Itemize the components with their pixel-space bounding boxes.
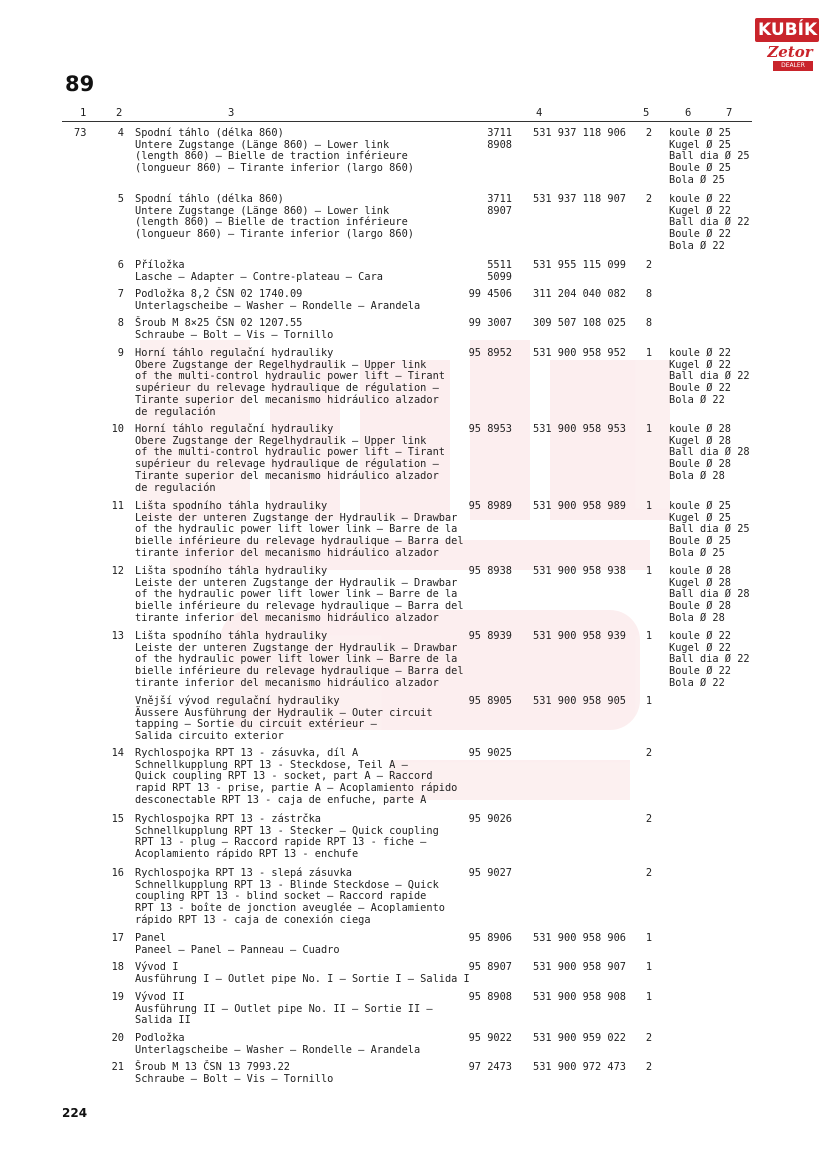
- part-description: [135, 961, 470, 985]
- quantity: 1: [645, 932, 653, 944]
- part-description: [135, 348, 455, 418]
- description-line: Untere Zugstange (Länge 860) — Lower link: [135, 138, 390, 151]
- catalog-number: 5511 5099: [487, 259, 512, 283]
- position-number: 16: [111, 867, 124, 879]
- description-line: RPT 13 - boîte de jonction aveuglée — Acoplamiento: [135, 902, 445, 915]
- quantity: 2: [645, 127, 653, 139]
- remark-line: koule Ø 22: [669, 193, 731, 205]
- catalog-number: 95 9026: [468, 813, 512, 825]
- description-line: Lišta spodního táhla hydrauliky: [135, 630, 328, 642]
- description-line: Horní táhlo regulační hydrauliky: [135, 347, 334, 359]
- logo-brand-text: KUBÍK: [758, 20, 818, 40]
- part-number: 531 937 118 907: [533, 193, 626, 205]
- catalog-number: 95 8952: [468, 347, 512, 359]
- position-number: 5: [117, 193, 124, 205]
- description-line: bielle inférieure du relevage hydraulique — Barra del: [135, 600, 464, 613]
- description-line: Vývod II: [135, 991, 185, 1003]
- remark-line: Bola Ø 25: [669, 546, 725, 559]
- description-line: Šroub M 13 ČSN 13 7993.22: [135, 1061, 290, 1073]
- description-line: Rychlospojka RPT 13 - slepá zásuvka: [135, 867, 352, 879]
- description-line: Lasche — Adapter — Contre-plateau — Cara: [135, 270, 383, 283]
- header-rule: [62, 121, 752, 122]
- position-number: 18: [111, 961, 124, 973]
- quantity: 2: [645, 259, 653, 271]
- remark-line: koule Ø 22: [669, 630, 731, 642]
- part-description: [135, 318, 455, 341]
- catalog-number: 95 9025: [468, 747, 512, 759]
- description-line: Vývod I: [135, 961, 179, 973]
- quantity: 2: [645, 1032, 653, 1044]
- quantity: 1: [645, 695, 653, 707]
- remark-line: koule Ø 28: [669, 565, 731, 577]
- column-header-6: 6: [685, 107, 692, 119]
- column-header-3: 3: [228, 107, 235, 119]
- description-line: (longueur 860) — Tirante inferior (largo 860): [135, 228, 414, 241]
- catalog-number: 95 9027: [468, 867, 512, 879]
- remarks: [669, 631, 750, 690]
- logo-sub-text: Zetor: [767, 43, 813, 61]
- position-number: 8: [117, 317, 124, 329]
- part-description: [135, 1033, 455, 1056]
- remark-line: Boule Ø 22: [669, 228, 731, 241]
- part-number: 531 900 958 907: [533, 961, 626, 973]
- catalog-number: 95 8907: [468, 961, 512, 973]
- part-number: 309 507 108 025: [533, 317, 626, 329]
- part-number: 531 900 958 906: [533, 932, 626, 944]
- position-number: 17: [111, 932, 124, 944]
- column-header-4: 4: [536, 107, 543, 119]
- part-number: 531 900 958 953: [533, 423, 626, 435]
- part-description: [135, 747, 458, 807]
- catalog-number: 3711 8908: [487, 127, 512, 151]
- description-line: Untere Zugstange (Länge 860) — Lower link: [135, 204, 390, 217]
- description-line: de regulación: [135, 481, 216, 494]
- position-number: 21: [111, 1061, 124, 1073]
- description-line: Schnellkupplung RPT 13 - Blinde Steckdose — Quick: [135, 878, 439, 891]
- description-line: (length 860) — Bielle de traction inférieure: [135, 216, 408, 229]
- column-header-2: 2: [116, 107, 123, 119]
- description-line: Spodní táhlo (délka 860): [135, 127, 284, 139]
- description-line: Rychlospojka RPT 13 - zástrčka: [135, 813, 321, 825]
- part-number: 531 900 958 952: [533, 347, 626, 359]
- quantity: 2: [645, 193, 653, 205]
- description-line: (length 860) — Bielle de traction inférieure: [135, 150, 408, 163]
- description-line: Podložka: [135, 1032, 185, 1044]
- remark-line: koule Ø 25: [669, 500, 731, 512]
- section-number: 73: [74, 127, 87, 139]
- description-line: Schraube — Bolt — Vis — Tornillo: [135, 1072, 334, 1085]
- position-number: 12: [111, 565, 124, 577]
- position-number: 15: [111, 813, 124, 825]
- description-line: Unterlagscheibe — Washer — Rondelle — Arandela: [135, 299, 421, 312]
- description-line: Lišta spodního táhla hydrauliky: [135, 500, 328, 512]
- position-number: 13: [111, 630, 124, 642]
- position-number: 4: [117, 127, 124, 139]
- catalog-number: 99 3007: [468, 317, 512, 329]
- kubik-zetor-logo: [755, 14, 819, 76]
- logo-tag-text: DEALER: [773, 61, 813, 71]
- remarks: [669, 348, 750, 407]
- catalog-number: 95 8906: [468, 932, 512, 944]
- catalog-number: 95 9022: [468, 1032, 512, 1044]
- description-line: of the hydraulic power lift lower link — Barre de la: [135, 523, 458, 536]
- remark-line: Ball dia Ø 22: [669, 370, 750, 383]
- remark-line: Ball dia Ø 22: [669, 216, 750, 229]
- description-line: Salida II: [135, 1014, 191, 1027]
- part-number: 531 900 958 989: [533, 500, 626, 512]
- remarks: [669, 501, 750, 560]
- catalog-number: 95 8953: [468, 423, 512, 435]
- description-line: of the multi-control hydraulic power lift — Tirant: [135, 446, 445, 459]
- catalog-number: 97 2473: [468, 1061, 512, 1073]
- remark-line: koule Ø 22: [669, 347, 731, 359]
- description-line: rapid RPT 13 - prise, partie A — Acoplamiento rápido: [135, 782, 458, 795]
- description-line: Ausführung II — Outlet pipe No. II — Sortie II —: [135, 1002, 433, 1015]
- description-line: of the hydraulic power lift lower link — Barre de la: [135, 653, 458, 666]
- quantity: 1: [645, 961, 653, 973]
- description-line: Acoplamiento rápido RPT 13 - enchufe: [135, 848, 359, 861]
- remark-line: koule Ø 25: [669, 127, 731, 139]
- catalog-number: 95 8938: [468, 565, 512, 577]
- part-description: [135, 128, 455, 175]
- description-line: Äussere Ausführung der Hydraulik — Outer circuit: [135, 706, 433, 719]
- part-description: [135, 696, 455, 743]
- description-line: Leiste der unteren Zugstange der Hydraulik — Drawbar: [135, 576, 458, 589]
- description-line: bielle inférieure du relevage hydraulique — Barra del: [135, 665, 464, 678]
- part-number: 311 204 040 082: [533, 288, 626, 300]
- part-number: 531 900 958 938: [533, 565, 626, 577]
- quantity: 1: [645, 423, 653, 435]
- description-line: Obere Zugstange der Regelhydraulik — Upper link: [135, 358, 427, 371]
- description-line: Šroub M 8×25 ČSN 02 1207.55: [135, 317, 303, 329]
- remark-line: Bola Ø 22: [669, 676, 725, 689]
- part-description: [135, 1062, 455, 1085]
- description-line: Schnellkupplung RPT 13 - Steckdose, Teil A —: [135, 758, 408, 771]
- description-line: of the multi-control hydraulic power lift — Tirant: [135, 370, 445, 383]
- catalog-number: 95 8908: [468, 991, 512, 1003]
- description-line: Lišta spodního táhla hydrauliky: [135, 565, 328, 577]
- description-line: Schraube — Bolt — Vis — Tornillo: [135, 328, 334, 341]
- description-line: tapping — Sortie du circuit extérieur —: [135, 718, 377, 731]
- remark-line: Boule Ø 22: [669, 382, 731, 395]
- remark-line: Boule Ø 28: [669, 600, 731, 613]
- description-line: Příložka: [135, 259, 185, 271]
- position-number: 20: [111, 1032, 124, 1044]
- remarks: [669, 566, 750, 625]
- description-line: tirante inferior del mecanismo hidráulico alzador: [135, 676, 439, 689]
- quantity: 1: [645, 347, 653, 359]
- catalog-number: 95 8905: [468, 695, 512, 707]
- description-line: supérieur du relevage hydraulique de régulation —: [135, 382, 439, 395]
- position-number: 7: [117, 288, 124, 300]
- description-line: tirante inferior del mecanismo hidráulico alzador: [135, 611, 439, 624]
- catalog-number: 99 4506: [468, 288, 512, 300]
- catalog-number: 3711 8907: [487, 193, 512, 217]
- part-description: [135, 424, 455, 494]
- part-description: [135, 933, 455, 956]
- remark-line: Ball dia Ø 28: [669, 446, 750, 459]
- quantity: 2: [645, 867, 653, 879]
- description-line: Ausführung I — Outlet pipe No. I — Sortie I — Salida I: [135, 972, 470, 985]
- column-header-1: 1: [80, 107, 87, 119]
- part-description: [135, 289, 455, 312]
- quantity: 1: [645, 991, 653, 1003]
- remark-line: Bola Ø 22: [669, 393, 725, 406]
- description-line: Vnější vývod regulační hydrauliky: [135, 695, 340, 707]
- description-line: Salida circuito exterior: [135, 730, 284, 743]
- description-line: Rychlospojka RPT 13 - zásuvka, díl A: [135, 747, 359, 759]
- part-number: 531 937 118 906: [533, 127, 626, 139]
- description-line: Schnellkupplung RPT 13 - Stecker — Quick coupling: [135, 824, 439, 837]
- part-number: 531 900 972 473: [533, 1061, 626, 1073]
- part-description: [135, 868, 455, 927]
- description-line: desconectable RPT 13 - caja de enfuche, parte A: [135, 793, 427, 806]
- catalog-number: 95 8939: [468, 630, 512, 642]
- position-number: 10: [111, 423, 124, 435]
- quantity: 1: [645, 500, 653, 512]
- position-number: 9: [117, 347, 124, 359]
- description-line: Unterlagscheibe — Washer — Rondelle — Arandela: [135, 1043, 421, 1056]
- description-line: Horní táhlo regulační hydrauliky: [135, 423, 334, 435]
- description-line: rápido RPT 13 - caja de conexión ciega: [135, 913, 371, 926]
- quantity: 2: [645, 813, 653, 825]
- part-number: 531 900 958 939: [533, 630, 626, 642]
- remark-line: Bola Ø 28: [669, 469, 725, 482]
- description-line: Leiste der unteren Zugstange der Hydraulik — Drawbar: [135, 641, 458, 654]
- remark-line: Kugel Ø 28: [669, 576, 731, 589]
- description-line: Obere Zugstange der Regelhydraulik — Upper link: [135, 434, 427, 447]
- remarks: [669, 424, 750, 483]
- column-header-5: 5: [643, 107, 650, 119]
- description-line: Panel: [135, 932, 166, 944]
- part-number: 531 900 959 022: [533, 1032, 626, 1044]
- remarks: [669, 128, 750, 187]
- description-line: Quick coupling RPT 13 - socket, part A — Raccord: [135, 770, 433, 783]
- remark-line: Kugel Ø 28: [669, 434, 731, 447]
- quantity: 8: [645, 288, 653, 300]
- part-description: [135, 500, 464, 560]
- remark-line: Bola Ø 28: [669, 611, 725, 624]
- remarks: [669, 194, 750, 253]
- remark-line: Boule Ø 25: [669, 162, 731, 175]
- part-description: [135, 630, 464, 690]
- description-line: Tirante superior del mecanismo hidráulico alzador: [135, 393, 439, 406]
- part-number: 531 955 115 099: [533, 259, 626, 271]
- description-line: of the hydraulic power lift lower link — Barre de la: [135, 588, 458, 601]
- quantity: 1: [645, 630, 653, 642]
- quantity: 1: [645, 565, 653, 577]
- position-number: 6: [117, 259, 124, 271]
- remark-line: Ball dia Ø 25: [669, 150, 750, 163]
- description-line: supérieur du relevage hydraulique de régulation —: [135, 458, 439, 471]
- part-description: [135, 992, 455, 1027]
- description-line: de regulación: [135, 405, 216, 418]
- remark-line: Bola Ø 25: [669, 173, 725, 186]
- position-number: 11: [111, 500, 124, 512]
- part-description: [135, 565, 464, 625]
- remark-line: Ball dia Ø 25: [669, 523, 750, 536]
- column-header-7: 7: [726, 107, 733, 119]
- part-number: 531 900 958 908: [533, 991, 626, 1003]
- remark-line: Boule Ø 25: [669, 535, 731, 548]
- remark-line: Kugel Ø 22: [669, 358, 731, 371]
- description-line: (longueur 860) — Tirante inferior (largo 860): [135, 162, 414, 175]
- quantity: 8: [645, 317, 653, 329]
- footer-page-number: 224: [62, 1106, 88, 1120]
- description-line: tirante inferior del mecanismo hidráulico alzador: [135, 546, 439, 559]
- position-number: 19: [111, 991, 124, 1003]
- description-line: Tirante superior del mecanismo hidráulico alzador: [135, 469, 439, 482]
- position-number: 14: [111, 747, 124, 759]
- part-description: [135, 194, 455, 241]
- description-line: Spodní táhlo (délka 860): [135, 193, 284, 205]
- remark-line: koule Ø 28: [669, 423, 731, 435]
- description-line: Leiste der unteren Zugstange der Hydraulik — Drawbar: [135, 511, 458, 524]
- part-number: 531 900 958 905: [533, 695, 626, 707]
- remark-line: Boule Ø 28: [669, 458, 731, 471]
- remark-line: Ball dia Ø 22: [669, 653, 750, 666]
- part-description: [135, 260, 455, 283]
- remark-line: Bola Ø 22: [669, 239, 725, 252]
- description-line: bielle inférieure du relevage hydraulique — Barra del: [135, 535, 464, 548]
- catalog-number: 95 8989: [468, 500, 512, 512]
- remark-line: Kugel Ø 25: [669, 138, 731, 151]
- quantity: 2: [645, 747, 653, 759]
- remark-line: Ball dia Ø 28: [669, 588, 750, 601]
- remark-line: Boule Ø 22: [669, 665, 731, 678]
- quantity: 2: [645, 1061, 653, 1073]
- description-line: coupling RPT 13 - blind socket — Raccord rapide: [135, 890, 427, 903]
- description-line: Podložka 8,2 ČSN 02 1740.09: [135, 288, 303, 300]
- remark-line: Kugel Ø 22: [669, 641, 731, 654]
- description-line: Paneel — Panel — Panneau — Cuadro: [135, 943, 340, 956]
- remark-line: Kugel Ø 22: [669, 204, 731, 217]
- remark-line: Kugel Ø 25: [669, 511, 731, 524]
- part-description: [135, 814, 455, 861]
- description-line: RPT 13 - plug — Raccord rapide RPT 13 - fiche —: [135, 836, 427, 849]
- page-number: 89: [65, 72, 95, 96]
